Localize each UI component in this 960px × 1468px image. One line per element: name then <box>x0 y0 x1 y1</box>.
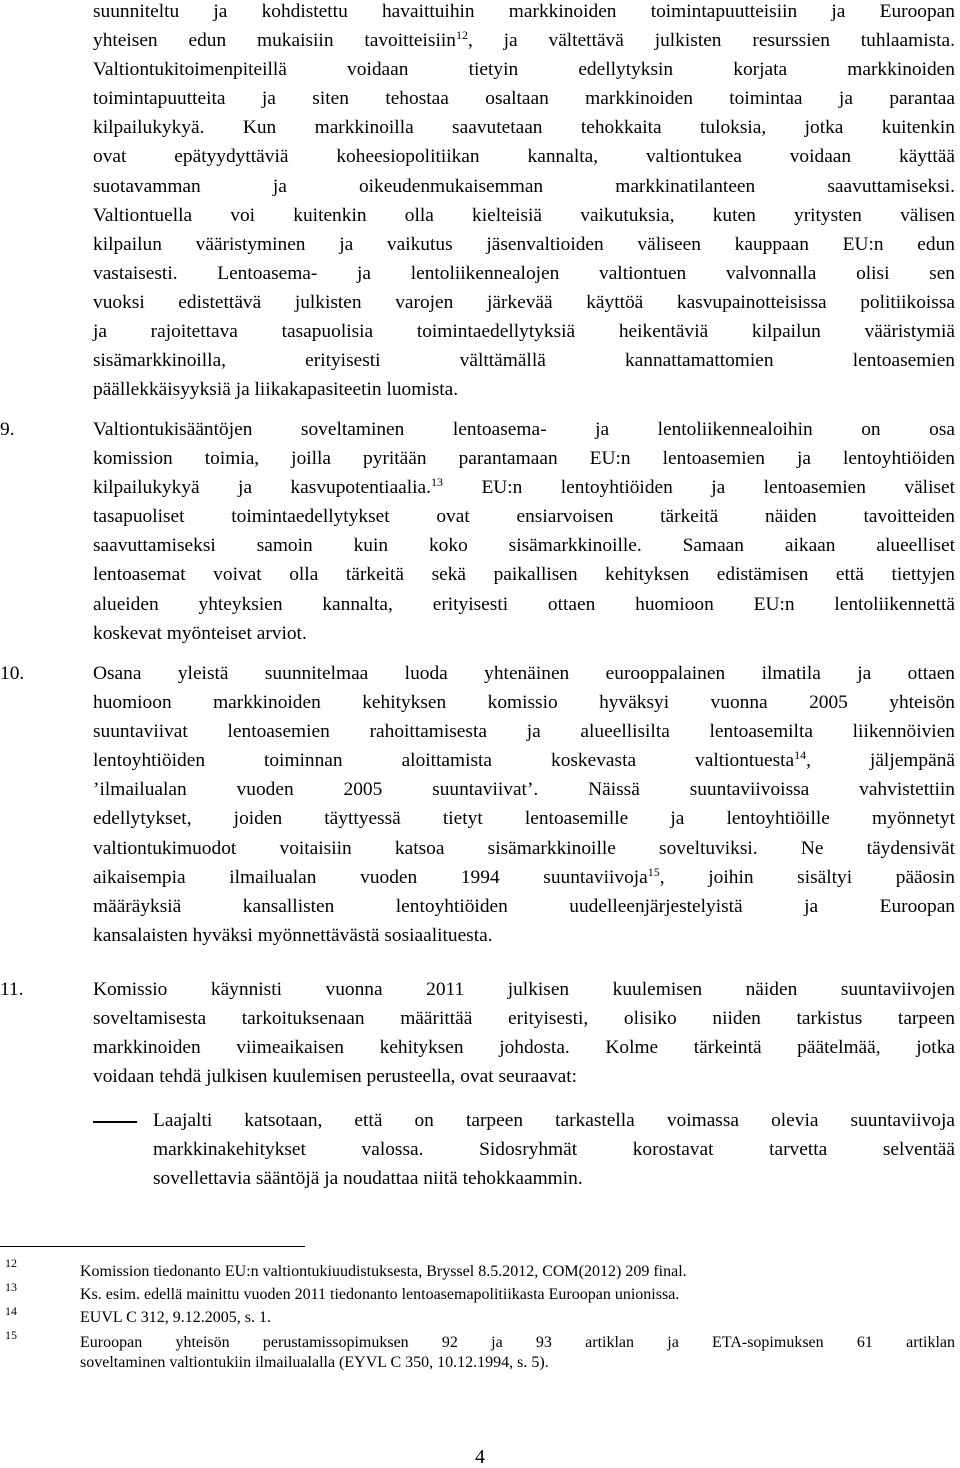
text-run: kilpailukykyä ja kasvupotentiaalia. <box>93 477 432 499</box>
footnote-text: Komission tiedonanto EU:n valtiontukiuudistuksesta, Bryssel 8.5.2012, COM(2012) 209 final. <box>80 1263 687 1280</box>
text-line <box>93 746 955 775</box>
text-line: Valtiontukitoimenpiteillä voidaan tietyin edellytyksin korjata markkinoiden <box>93 59 955 81</box>
text-line: kilpailun vääristyminen ja vaikutus jäsenvaltioiden väliseen kauppaan EU:n edun <box>93 233 955 255</box>
text-line: soveltamisesta tarkoituksenaan määrittää erityisesti, olisiko niiden tarkistus tarpeen <box>93 1008 955 1030</box>
text-line: tasapuoliset toimintaedellytykset ovat ensiarvoisen tärkeitä näiden tavoitteiden <box>93 506 955 528</box>
footnote-text: Ks. esim. edellä mainittu vuoden 2011 tiedonanto lentoasemapolitiikasta Euroopan unionissa. <box>80 1286 680 1303</box>
text-line: suotavamman ja oikeudenmukaisemman markkinatilanteen saavuttamiseksi. <box>93 175 955 197</box>
footnote-ref-13[interactable]: 13 <box>431 475 444 490</box>
footnote-14 <box>80 1308 955 1328</box>
paragraph-9 <box>93 415 955 648</box>
text-line: saavuttamiseksi samoin kuin koko sisämarkkinoille. Samaan aikaan alueelliset <box>93 535 955 557</box>
text-run: , jäljempänä <box>806 750 955 772</box>
text-line <box>93 863 955 892</box>
footnote-number-15: 15 <box>5 1328 17 1342</box>
footnote-ref-15[interactable]: 15 <box>647 864 660 879</box>
footnote-ref-14[interactable]: 14 <box>794 748 807 763</box>
footnote-text: EUVL C 312, 9.12.2005, s. 1. <box>80 1309 271 1326</box>
text-line: suunniteltu ja kohdistettu havaittuihin markkinoiden toimintapuutteisiin ja Euroopan <box>93 1 955 22</box>
text-line <box>93 26 955 55</box>
paragraph-10 <box>93 659 955 950</box>
text-line: ovat epätyydyttäviä koheesiopolitiikan kannalta, valtiontukea voidaan käyttää <box>93 146 955 168</box>
text-run: aikaisempia ilmailualan vuoden 1994 suuntaviivoja <box>93 866 648 888</box>
text-line: Laajalti katsotaan, että on tarpeen tarkastella voimassa olevia suuntaviivoja <box>153 1110 955 1131</box>
footnote-text: Euroopan yhteisön perustamissopimuksen 92 ja 93 artiklan ja ETA-sopimuksen 61 artiklan <box>80 1334 955 1351</box>
text-line: markkinakehitykset valossa. Sidosryhmät korostavat tarvetta selventää <box>153 1139 955 1161</box>
text-line: komission toimia, joilla pyritään parantamaan EU:n lentoasemien ja lentoyhtiöiden <box>93 448 955 470</box>
text-line: Valtiontuella voi kuitenkin olla kielteisiä vaikutuksia, kuten yritysten välisen <box>93 204 955 226</box>
text-line: vuoksi edistettävä julkisten varojen järkevää käyttöä kasvupainotteisissa politiikoissa <box>93 291 955 313</box>
footnote-13 <box>80 1285 955 1305</box>
text-line: ’ilmailualan vuoden 2005 suuntaviivat’. Näissä suuntaviivoissa vahvistettiin <box>93 779 955 801</box>
text-run: yhteisen edun mukaisiin tavoitteisiin <box>93 30 456 52</box>
text-line: valtiontukimuodot voitaisiin katsoa sisämarkkinoille soveltuviksi. Ne täydensivät <box>93 837 955 859</box>
text-line: alueiden yhteyksien kannalta, erityisesti ottaen huomioon EU:n lentoliikennettä <box>93 593 955 615</box>
text-line: voidaan tehdä julkisen kuulemisen perusteella, ovat seuraavat: <box>93 1066 578 1088</box>
text-line: kilpailukykyä. Kun markkinoilla saavutetaan tehokkaita tuloksia, jotka kuitenkin <box>93 117 955 139</box>
text-line: toimintapuutteita ja siten tehostaa osaltaan markkinoiden toimintaa ja parantaa <box>93 88 955 110</box>
dash-bullet <box>93 1121 137 1123</box>
text-line: koskevat myönteiset arviot. <box>93 622 307 644</box>
paragraph-number-10: 10. <box>0 663 25 684</box>
text-line: Komissio käynnisti vuonna 2011 julkisen kuulemisen näiden suuntaviivojen <box>93 979 955 1000</box>
footnote-ref-12[interactable]: 12 <box>455 28 468 43</box>
paragraph-8-continuation <box>93 0 955 404</box>
text-run: , joihin sisältyi pääosin <box>659 866 955 888</box>
paragraph-number-11: 11. <box>0 979 24 1000</box>
footnote-number-12: 12 <box>5 1256 17 1270</box>
text-line: Valtiontukisääntöjen soveltaminen lentoasema- ja lentoliikennealoihin on osa <box>93 419 955 440</box>
text-line: ja rajoitettava tasapuolisia toimintaedellytyksiä heikentäviä kilpailun vääristymiä <box>93 321 955 343</box>
text-line <box>93 473 955 502</box>
text-line: Osana yleistä suunnitelmaa luoda yhtenäinen eurooppalainen ilmatila ja ottaen <box>93 663 955 684</box>
text-line: sovellettavia sääntöjä ja noudattaa niitä tehokkaammin. <box>153 1168 583 1190</box>
bullet-item-1 <box>153 1106 955 1193</box>
page-number: 4 <box>475 1446 485 1468</box>
text-run: lentoyhtiöiden toiminnan aloittamista koskevasta valtiontuesta <box>93 750 795 772</box>
text-line: suuntaviivat lentoasemien rahoittamisesta ja alueellisilta lentoasemilta liikennöivien <box>93 721 955 743</box>
paragraph-number-9: 9. <box>0 419 15 440</box>
footnote-separator <box>0 1246 305 1247</box>
text-line: markkinoiden viimeaikaisen kehityksen johdosta. Kolme tärkeintä päätelmää, jotka <box>93 1037 955 1059</box>
text-line: edellytykset, joiden täyttyessä tietyt lentoasemille ja lentoyhtiöille myönnetyt <box>93 808 955 830</box>
text-line: päällekkäisyyksiä ja liikakapasiteetin luomista. <box>93 379 459 401</box>
text-line: kansalaisten hyväksi myönnettävästä sosiaalituesta. <box>93 924 493 946</box>
text-line: sisämarkkinoilla, erityisesti välttämällä kannattamattomien lentoasemien <box>93 350 955 372</box>
text-line: lentoasemat voivat olla tärkeitä sekä paikallisen kehityksen edistämisen että tiettyjen <box>93 564 955 586</box>
paragraph-11 <box>93 975 955 1091</box>
text-line: määräyksiä kansallisten lentoyhtiöiden uudelleenjärjestelyistä ja Euroopan <box>93 895 955 917</box>
footnote-text: soveltaminen valtiontukiin ilmailualalla (EYVL C 350, 10.12.1994, s. 5). <box>80 1354 549 1371</box>
text-run: EU:n lentoyhtiöiden ja lentoasemien väliset <box>443 477 955 499</box>
footnote-number-14: 14 <box>5 1304 17 1318</box>
footnote-12 <box>80 1262 955 1282</box>
text-line: vastaisesti. Lentoasema- ja lentoliikennealojen valtiontuen valvonnalla olisi sen <box>93 262 955 284</box>
text-line: huomioon markkinoiden kehityksen komissio hyväksyi vuonna 2005 yhteisön <box>93 692 955 714</box>
footnote-15 <box>80 1333 955 1373</box>
footnote-number-13: 13 <box>5 1280 17 1294</box>
text-run: , ja vältettävä julkisten resurssien tuhlaamista. <box>467 30 955 52</box>
